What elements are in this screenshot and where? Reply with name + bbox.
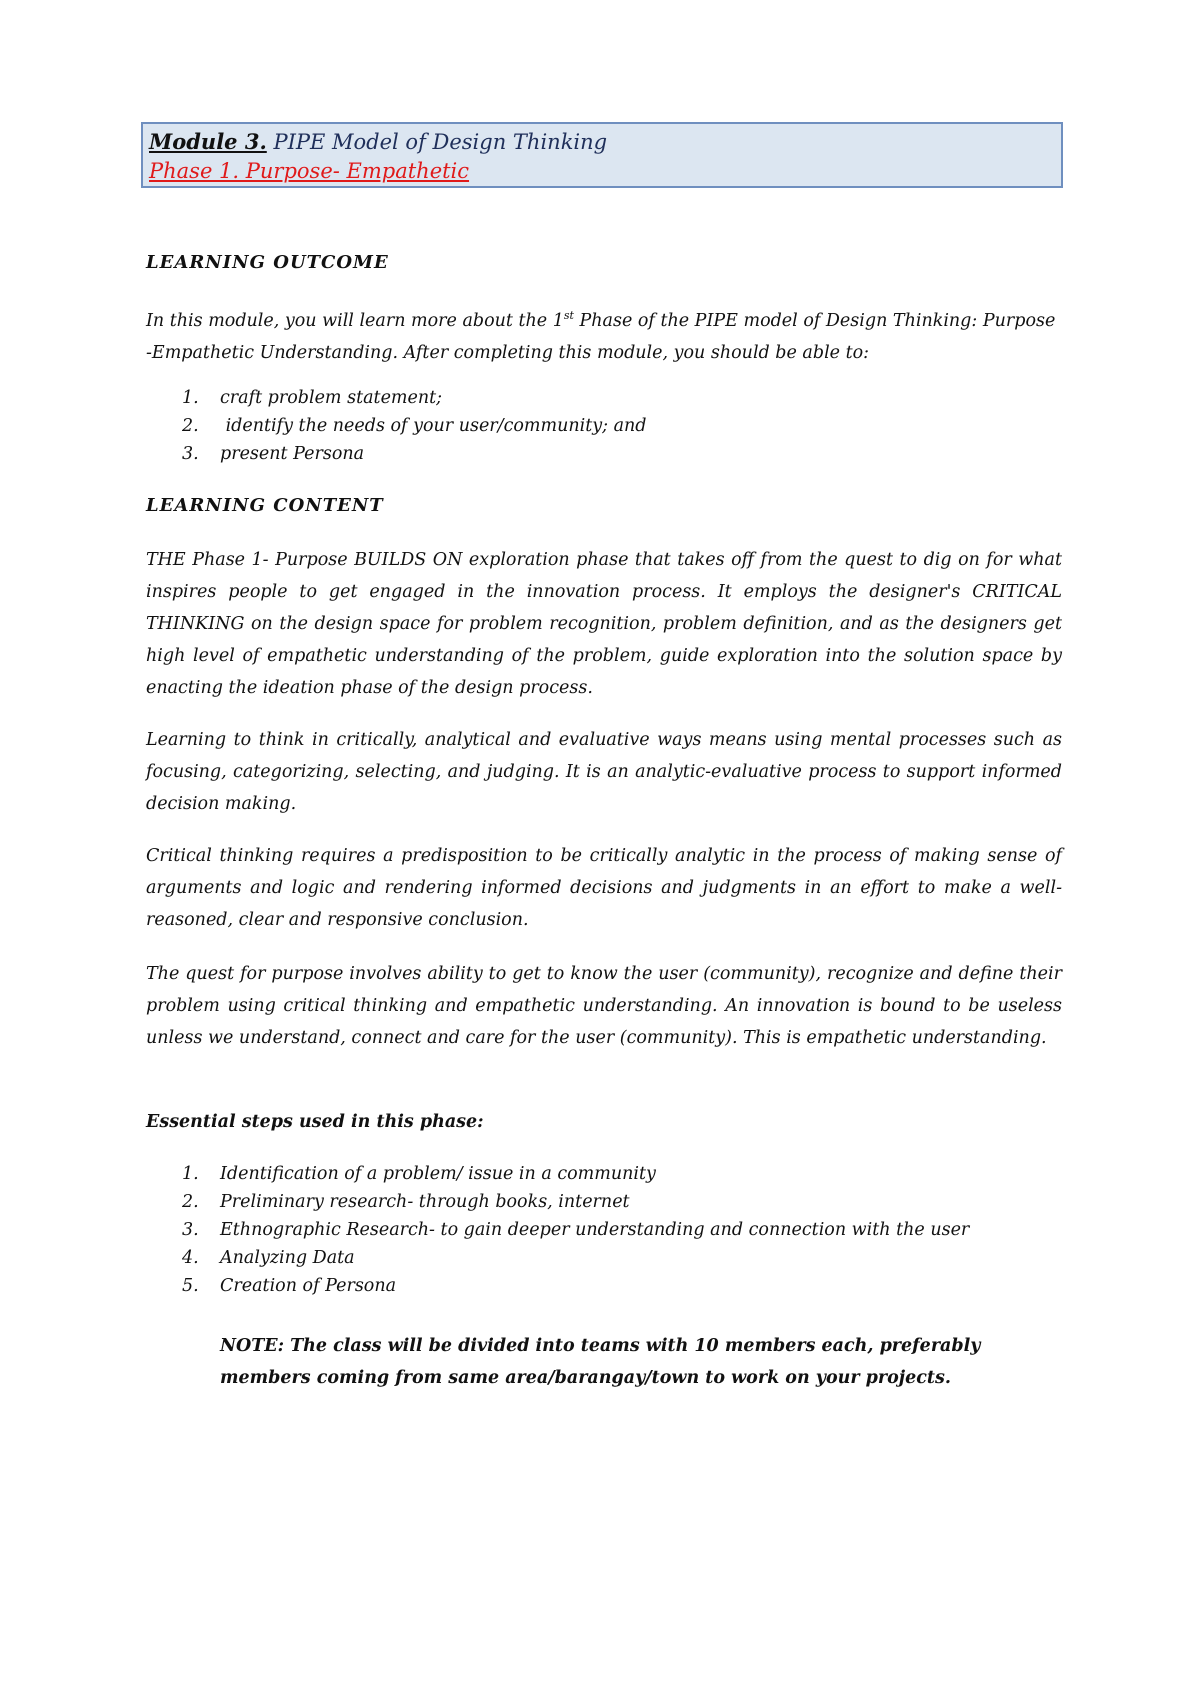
intro-part-b: Phase of the PIPE model of Design Thinking: Purpose -Empathetic Understanding. After completing this module, you should be able to: [146, 310, 1056, 363]
content-paragraph-2: Learning to think in critically, analytical and evaluative ways means using mental processes such as focusing, categorizing, selecting, and judging. It is an analytic-evaluative process to support informed decision making. [146, 730, 1062, 814]
list-text: Ethnographic Research- to gain deeper understanding and connection with the user [220, 1220, 970, 1240]
list-text: present Persona [220, 444, 365, 464]
steps-heading: Essential steps used in this phase: [146, 1112, 484, 1132]
list-item [182, 1216, 1082, 1244]
list-number: 1. [182, 388, 199, 408]
list-item [182, 412, 982, 440]
list-text: Preliminary research- through books, internet [220, 1192, 630, 1212]
learning-content-heading: LEARNING CONTENT [146, 495, 384, 516]
steps-list [182, 1160, 1082, 1300]
list-number: 4. [182, 1248, 199, 1268]
learning-outcome-heading: LEARNING OUTCOME [146, 252, 389, 273]
list-number: 5. [182, 1276, 199, 1296]
module-name: PIPE Model of Design Thinking [266, 130, 608, 154]
list-item [182, 440, 982, 468]
class-note: NOTE: The class will be divided into teams with 10 members each, preferably members coming from same area/barangay/town to work on your projects. [220, 1336, 981, 1388]
list-item [182, 1244, 1082, 1272]
intro-superscript: st [563, 309, 574, 322]
list-number: 2. [182, 1192, 199, 1212]
list-number: 2. [182, 416, 199, 436]
learning-outcome-intro [146, 300, 1062, 369]
list-text: Identification of a problem/ issue in a community [220, 1164, 656, 1184]
list-item [182, 1160, 1082, 1188]
list-item [182, 1272, 1082, 1300]
list-text: identify the needs of your user/community; and [220, 416, 647, 436]
module-title-box [141, 122, 1063, 188]
outcome-list [182, 384, 982, 468]
list-text: Creation of Persona [220, 1276, 397, 1296]
phase-title: Phase 1. Purpose- Empathetic [149, 159, 470, 183]
list-text: craft problem statement; [220, 388, 443, 408]
module-number: Module 3. [149, 129, 267, 154]
list-text: Analyzing Data [220, 1248, 355, 1268]
list-number: 3. [182, 1220, 199, 1240]
content-paragraph-4: The quest for purpose involves ability to get to know the user (community), recognize and define their problem using critical thinking and empathetic understanding. An innovation is bound to be useless unless we understand, connect and care for the user (community). This is empathetic understanding. [146, 964, 1062, 1048]
list-item [182, 1188, 1082, 1216]
content-paragraph-3: Critical thinking requires a predisposition to be critically analytic in the process of making sense of arguments and logic and rendering informed decisions and judgments in an effort to make a well-reasoned, clear and responsive conclusion. [146, 846, 1062, 930]
content-paragraph-1: THE Phase 1- Purpose BUILDS ON exploration phase that takes off from the quest to dig on for what inspires people to get engaged in the innovation process. It employs the designer's CRITICAL THINKING on the design space for problem recognition, problem definition, and as the designers get high level of empathetic understanding of the problem, guide exploration into the solution space by enacting the ideation phase of the design process. [146, 550, 1062, 698]
list-number: 1. [182, 1164, 199, 1184]
list-item [182, 384, 982, 412]
list-number: 3. [182, 444, 199, 464]
module-title [149, 127, 1055, 157]
intro-part-a: In this module, you will learn more about the 1 [146, 310, 564, 331]
